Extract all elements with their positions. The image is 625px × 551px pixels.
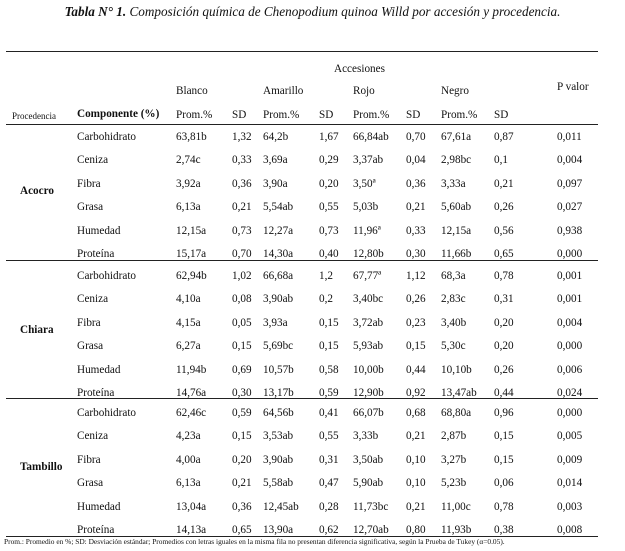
value-cell: 12,90b xyxy=(353,387,384,399)
sd-header-3: SD xyxy=(494,109,509,121)
value-cell: 0,73 xyxy=(319,225,339,237)
value-cell: 0,36 xyxy=(232,178,252,190)
value-cell: 0,59 xyxy=(232,407,252,419)
value-cell: 1,12 xyxy=(406,270,426,282)
value-cell: 0,96 xyxy=(494,407,514,419)
componente-cell: Grasa xyxy=(77,201,104,213)
value-cell: 0,70 xyxy=(232,248,252,260)
value-cell: 6,13a xyxy=(176,477,201,489)
value-cell: 0,92 xyxy=(406,387,426,399)
value-cell: 3,33b xyxy=(353,430,379,442)
p-valor-cell: 0,000 xyxy=(557,407,583,419)
p-valor-cell: 0,014 xyxy=(557,477,583,489)
componente-cell: Humedad xyxy=(77,364,121,376)
value-cell: 0,38 xyxy=(494,524,514,536)
value-cell: 0,15 xyxy=(319,340,339,352)
accession-header-0: Blanco xyxy=(176,85,208,97)
value-cell: 5,60ab xyxy=(441,201,472,213)
value-cell: 0,1 xyxy=(494,154,508,166)
accesiones-header: Accesiones xyxy=(334,63,385,75)
value-cell: 3,40bc xyxy=(353,293,384,305)
value-cell: 3,27b xyxy=(441,454,467,466)
componente-cell: Humedad xyxy=(77,501,121,513)
value-cell: 11,93b xyxy=(441,524,472,536)
value-cell: 0,65 xyxy=(494,248,514,260)
p-valor-cell: 0,008 xyxy=(557,524,583,536)
p-valor-cell: 0,000 xyxy=(557,340,583,352)
value-cell: 1,02 xyxy=(232,270,252,282)
value-cell: 2,74c xyxy=(176,154,201,166)
prom-header-1: Prom.% xyxy=(263,109,300,121)
value-cell: 5,03b xyxy=(353,201,379,213)
value-cell: 0,2 xyxy=(319,293,333,305)
value-cell: 0,30 xyxy=(406,248,426,260)
value-cell: 5,23b xyxy=(441,477,467,489)
value-cell: 3,33a xyxy=(441,178,466,190)
value-cell: 1,2 xyxy=(319,270,333,282)
componente-cell: Carbohidrato xyxy=(77,270,137,282)
value-cell: 68,3a xyxy=(441,270,466,282)
value-cell: 4,15a xyxy=(176,317,201,329)
value-cell: 12,15a xyxy=(441,225,472,237)
value-cell: 0,59 xyxy=(319,387,339,399)
p-valor-cell: 0,011 xyxy=(557,131,582,143)
p-valor-cell: 0,027 xyxy=(557,201,583,213)
value-cell: 3,90ab xyxy=(263,293,294,305)
value-cell: 0,78 xyxy=(494,501,514,513)
value-cell: 63,81b xyxy=(176,131,207,143)
p-valor-cell: 0,000 xyxy=(557,248,583,260)
value-cell: 0,62 xyxy=(319,524,339,536)
value-cell: 0,55 xyxy=(319,430,339,442)
value-cell: 0,44 xyxy=(494,387,514,399)
p-valor-cell: 0,024 xyxy=(557,387,583,399)
value-cell: 0,73 xyxy=(232,225,252,237)
value-cell: 11,96ª xyxy=(353,225,381,237)
value-cell: 0,47 xyxy=(319,477,339,489)
value-cell: 0,04 xyxy=(406,154,426,166)
value-cell: 0,41 xyxy=(319,407,339,419)
procedencia-0: Acocro xyxy=(20,185,54,197)
value-cell: 10,00b xyxy=(353,364,384,376)
value-cell: 4,10a xyxy=(176,293,201,305)
value-cell: 0,33 xyxy=(232,154,252,166)
value-cell: 0,10 xyxy=(406,454,426,466)
value-cell: 13,04a xyxy=(176,501,207,513)
p-valor-cell: 0,004 xyxy=(557,154,583,166)
value-cell: 0,20 xyxy=(232,454,252,466)
value-cell: 5,58ab xyxy=(263,477,294,489)
value-cell: 1,67 xyxy=(319,131,339,143)
value-cell: 2,83c xyxy=(441,293,466,305)
value-cell: 0,23 xyxy=(406,317,426,329)
value-cell: 3,50ª xyxy=(353,178,376,190)
value-cell: 12,80b xyxy=(353,248,384,260)
value-cell: 66,68a xyxy=(263,270,294,282)
value-cell: 0,70 xyxy=(406,131,426,143)
value-cell: 0,87 xyxy=(494,131,514,143)
p-valor-cell: 0,004 xyxy=(557,317,583,329)
value-cell: 0,31 xyxy=(494,293,514,305)
table-footnote: Prom.: Promedio en %; SD: Desviación estándar; Promedios con letras iguales en la misma fila no presentan diferencia significativa, según la Prueba de Tukey (α=0.05). xyxy=(4,537,505,546)
value-cell: 0,15 xyxy=(494,430,514,442)
value-cell: 15,17a xyxy=(176,248,207,260)
prom-header-2: Prom.% xyxy=(353,109,390,121)
rule-top xyxy=(6,51,598,52)
caption-text: Composición química de Chenopodium quinoa Willd por accesión y procedencia. xyxy=(129,4,561,19)
value-cell: 0,44 xyxy=(406,364,426,376)
value-cell: 0,30 xyxy=(232,387,252,399)
p-valor-cell: 0,006 xyxy=(557,364,583,376)
value-cell: 64,56b xyxy=(263,407,294,419)
componente-cell: Proteína xyxy=(77,248,115,260)
componente-cell: Grasa xyxy=(77,477,104,489)
componente-cell: Carbohidrato xyxy=(77,407,137,419)
value-cell: 6,27a xyxy=(176,340,201,352)
value-cell: 3,93a xyxy=(263,317,288,329)
value-cell: 0,05 xyxy=(232,317,252,329)
value-cell: 0,15 xyxy=(232,430,252,442)
value-cell: 64,2b xyxy=(263,131,289,143)
value-cell: 0,20 xyxy=(494,340,514,352)
value-cell: 0,36 xyxy=(406,178,426,190)
value-cell: 0,55 xyxy=(319,201,339,213)
sd-header-1: SD xyxy=(319,109,334,121)
p-valor-header: P valor xyxy=(557,81,589,93)
value-cell: 62,94b xyxy=(176,270,207,282)
value-cell: 11,73bc xyxy=(353,501,389,513)
value-cell: 13,17b xyxy=(263,387,294,399)
value-cell: 14,30a xyxy=(263,248,294,260)
value-cell: 5,69bc xyxy=(263,340,294,352)
value-cell: 0,40 xyxy=(319,248,339,260)
value-cell: 66,84ab xyxy=(353,131,389,143)
value-cell: 5,54ab xyxy=(263,201,294,213)
value-cell: 3,40b xyxy=(441,317,467,329)
componente-cell: Grasa xyxy=(77,340,104,352)
value-cell: 0,68 xyxy=(406,407,426,419)
value-cell: 0,21 xyxy=(232,477,252,489)
value-cell: 3,90a xyxy=(263,178,288,190)
value-cell: 3,37ab xyxy=(353,154,384,166)
value-cell: 3,50ab xyxy=(353,454,384,466)
procedencia-header: Procedencia xyxy=(12,111,56,121)
prom-header-3: Prom.% xyxy=(441,109,478,121)
value-cell: 0,21 xyxy=(494,178,514,190)
componente-cell: Proteína xyxy=(77,387,115,399)
value-cell: 0,26 xyxy=(406,293,426,305)
rule-header xyxy=(6,124,598,125)
value-cell: 0,21 xyxy=(406,201,426,213)
value-cell: 0,28 xyxy=(319,501,339,513)
value-cell: 13,90a xyxy=(263,524,294,536)
componente-header: Componente (%) xyxy=(77,108,160,120)
value-cell: 68,80a xyxy=(441,407,472,419)
value-cell: 0,21 xyxy=(406,430,426,442)
procedencia-2: Tambillo xyxy=(20,461,63,473)
value-cell: 5,30c xyxy=(441,340,466,352)
value-cell: 11,66b xyxy=(441,248,472,260)
value-cell: 0,15 xyxy=(232,340,252,352)
p-valor-cell: 0,003 xyxy=(557,501,583,513)
value-cell: 66,07b xyxy=(353,407,384,419)
value-cell: 0,06 xyxy=(494,477,514,489)
componente-cell: Ceniza xyxy=(77,154,109,166)
caption-label: Tabla N° 1. xyxy=(64,4,127,19)
value-cell: 12,15a xyxy=(176,225,207,237)
componente-cell: Humedad xyxy=(77,225,121,237)
procedencia-1: Chiara xyxy=(20,324,54,336)
value-cell: 0,15 xyxy=(406,340,426,352)
value-cell: 2,98bc xyxy=(441,154,472,166)
value-cell: 62,46c xyxy=(176,407,207,419)
value-cell: 0,56 xyxy=(494,225,514,237)
value-cell: 1,32 xyxy=(232,131,252,143)
value-cell: 0,15 xyxy=(319,317,339,329)
value-cell: 67,61a xyxy=(441,131,472,143)
value-cell: 0,58 xyxy=(319,364,339,376)
p-valor-cell: 0,001 xyxy=(557,293,583,305)
value-cell: 0,21 xyxy=(406,501,426,513)
value-cell: 0,80 xyxy=(406,524,426,536)
value-cell: 2,87b xyxy=(441,430,467,442)
componente-cell: Proteína xyxy=(77,524,115,536)
value-cell: 0,36 xyxy=(232,501,252,513)
value-cell: 11,00c xyxy=(441,501,471,513)
value-cell: 0,31 xyxy=(319,454,339,466)
accession-header-2: Rojo xyxy=(353,85,375,97)
value-cell: 0,15 xyxy=(494,454,514,466)
value-cell: 12,45ab xyxy=(263,501,299,513)
table-caption xyxy=(0,4,625,20)
value-cell: 0,20 xyxy=(494,317,514,329)
value-cell: 67,77ª xyxy=(353,270,382,282)
componente-cell: Ceniza xyxy=(77,293,109,305)
value-cell: 0,78 xyxy=(494,270,514,282)
p-valor-cell: 0,938 xyxy=(557,225,583,237)
value-cell: 3,90ab xyxy=(263,454,294,466)
value-cell: 14,76a xyxy=(176,387,207,399)
componente-cell: Carbohidrato xyxy=(77,131,137,143)
value-cell: 12,70ab xyxy=(353,524,389,536)
componente-cell: Fibra xyxy=(77,178,101,190)
value-cell: 0,10 xyxy=(406,477,426,489)
p-valor-cell: 0,009 xyxy=(557,454,583,466)
p-valor-cell: 0,097 xyxy=(557,178,583,190)
value-cell: 6,13a xyxy=(176,201,201,213)
value-cell: 0,69 xyxy=(232,364,252,376)
value-cell: 14,13a xyxy=(176,524,207,536)
value-cell: 10,57b xyxy=(263,364,294,376)
value-cell: 4,23a xyxy=(176,430,201,442)
sd-header-2: SD xyxy=(406,109,421,121)
value-cell: 0,26 xyxy=(494,364,514,376)
prom-header-0: Prom.% xyxy=(176,109,213,121)
value-cell: 0,26 xyxy=(494,201,514,213)
componente-cell: Fibra xyxy=(77,317,101,329)
accession-header-3: Negro xyxy=(441,85,469,97)
value-cell: 4,00a xyxy=(176,454,201,466)
value-cell: 12,27a xyxy=(263,225,294,237)
value-cell: 11,94b xyxy=(176,364,207,376)
value-cell: 0,65 xyxy=(232,524,252,536)
p-valor-cell: 0,005 xyxy=(557,430,583,442)
value-cell: 0,33 xyxy=(406,225,426,237)
value-cell: 0,20 xyxy=(319,178,339,190)
value-cell: 3,53ab xyxy=(263,430,294,442)
p-valor-cell: 0,001 xyxy=(557,270,583,282)
value-cell: 10,10b xyxy=(441,364,472,376)
value-cell: 0,29 xyxy=(319,154,339,166)
value-cell: 5,90ab xyxy=(353,477,384,489)
componente-cell: Fibra xyxy=(77,454,101,466)
componente-cell: Ceniza xyxy=(77,430,109,442)
value-cell: 5,93ab xyxy=(353,340,384,352)
value-cell: 3,72ab xyxy=(353,317,384,329)
value-cell: 3,69a xyxy=(263,154,288,166)
value-cell: 13,47ab xyxy=(441,387,477,399)
value-cell: 0,08 xyxy=(232,293,252,305)
value-cell: 0,21 xyxy=(232,201,252,213)
value-cell: 3,92a xyxy=(176,178,201,190)
sd-header-0: SD xyxy=(232,109,247,121)
accession-header-1: Amarillo xyxy=(263,85,304,97)
